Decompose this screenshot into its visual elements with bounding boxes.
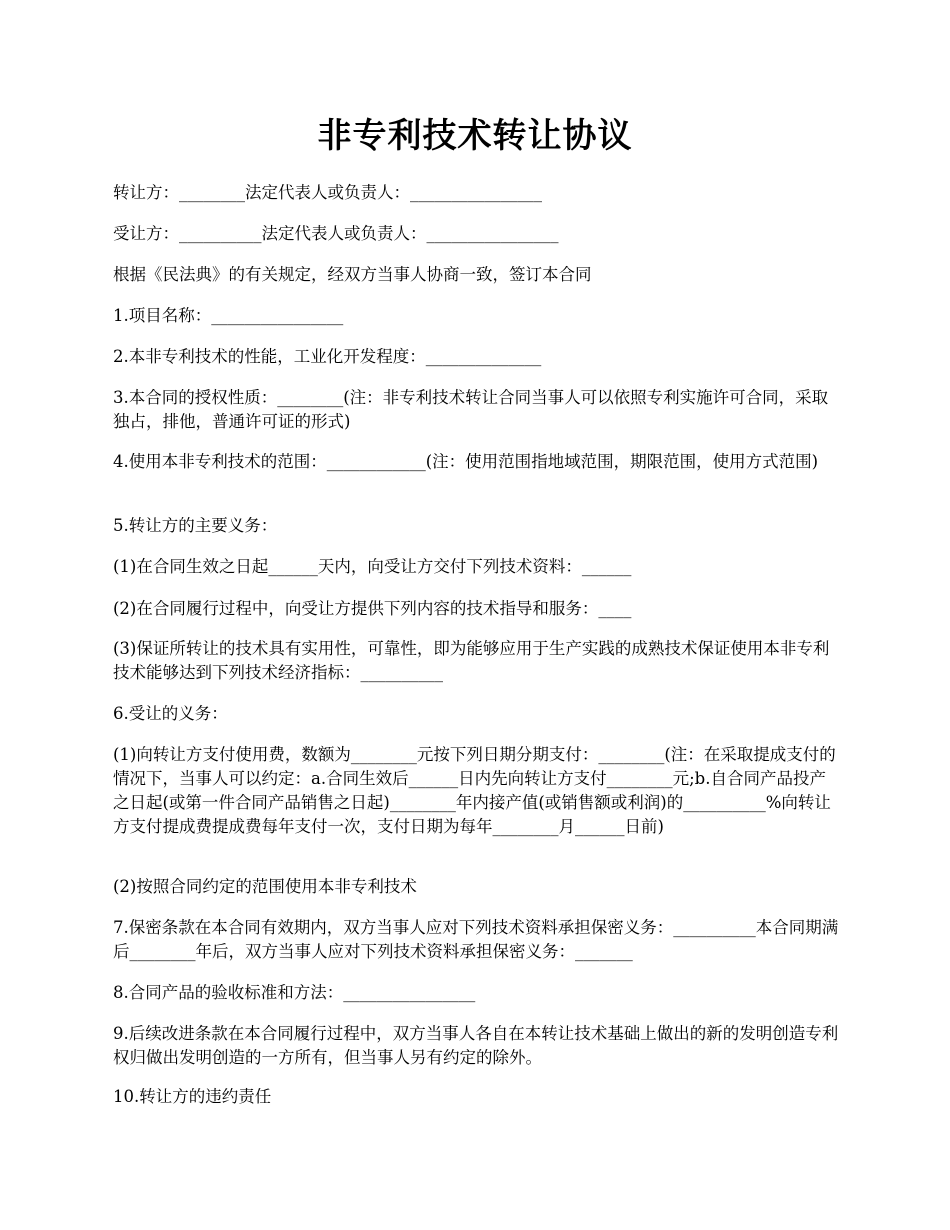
clause-10-transferor-liability: 10.转让方的违约责任 [113, 1087, 272, 1106]
document-title: 非专利技术转让协议 [317, 116, 633, 156]
preamble: 根据《民法典》的有关规定，经双方当事人协商一致，签订本合同 [113, 265, 592, 284]
clause-8-acceptance: 8.合同产品的验收标准和方法：________________ [113, 983, 476, 1002]
clause-5-item-2: (2)在合同履行过程中，向受让方提供下列内容的技术指导和服务：____ [113, 599, 632, 618]
clause-6-item-1: (1)向转让方支付使用费，数额为________元按下列日期分期支付：________(注：在采取提成支付的情况下，当事人可以约定：a.合同生效后______日内先向转让方支付________元;b.自合同产品投产之日起(或第一件合同产品销售之日起)________年内接产值(或销售额或利润)的__________%向转让方支付提成费提成费每年支付一次，支付日期为每年________月______日前) [113, 745, 836, 836]
clause-7-confidentiality: 7.保密条款在本合同有效期内，双方当事人应对下列技术资料承担保密义务：__________本合同期满后________年后，双方当事人应对下列技术资料承担保密义务：_______ [113, 918, 839, 961]
clause-1-project-name: 1.项目名称：________________ [113, 306, 344, 325]
clause-5-transferor-obligations: 5.转让方的主要义务： [113, 516, 278, 535]
clause-5-item-1: (1)在合同生效之日起______天内，向受让方交付下列技术资料：______ [113, 557, 632, 576]
transferor-line: 转让方：________法定代表人或负责人：________________ [113, 183, 542, 202]
clause-3-license-nature: 3.本合同的授权性质：________(注：非专利技术转让合同当事人可以依照专利实施许可合同，采取独占，排他，普通许可证的形式) [113, 388, 829, 431]
clause-6-item-2: (2)按照合同约定的范围使用本非专利技术 [113, 877, 417, 896]
clause-6-transferee-obligations: 6.受让的义务： [113, 704, 228, 723]
clause-4-scope: 4.使用本非专利技术的范围：____________(注：使用范围指地域范围，期限范围，使用方式范围) [113, 452, 819, 471]
clause-5-item-3: (3)保证所转让的技术具有实用性，可靠性，即为能够应用于生产实践的成熟技术保证使用本非专利技术能够达到下列技术经济指标：__________ [113, 639, 830, 682]
clause-9-improvements: 9.后续改进条款在本合同履行过程中，双方当事人各自在本转让技术基础上做出的新的发明创造专利权归做出发明创造的一方所有，但当事人另有约定的除外。 [113, 1024, 839, 1067]
transferee-line: 受让方：__________法定代表人或负责人：________________ [113, 224, 559, 243]
clause-2-performance: 2.本非专利技术的性能，工业化开发程度：______________ [113, 347, 542, 366]
